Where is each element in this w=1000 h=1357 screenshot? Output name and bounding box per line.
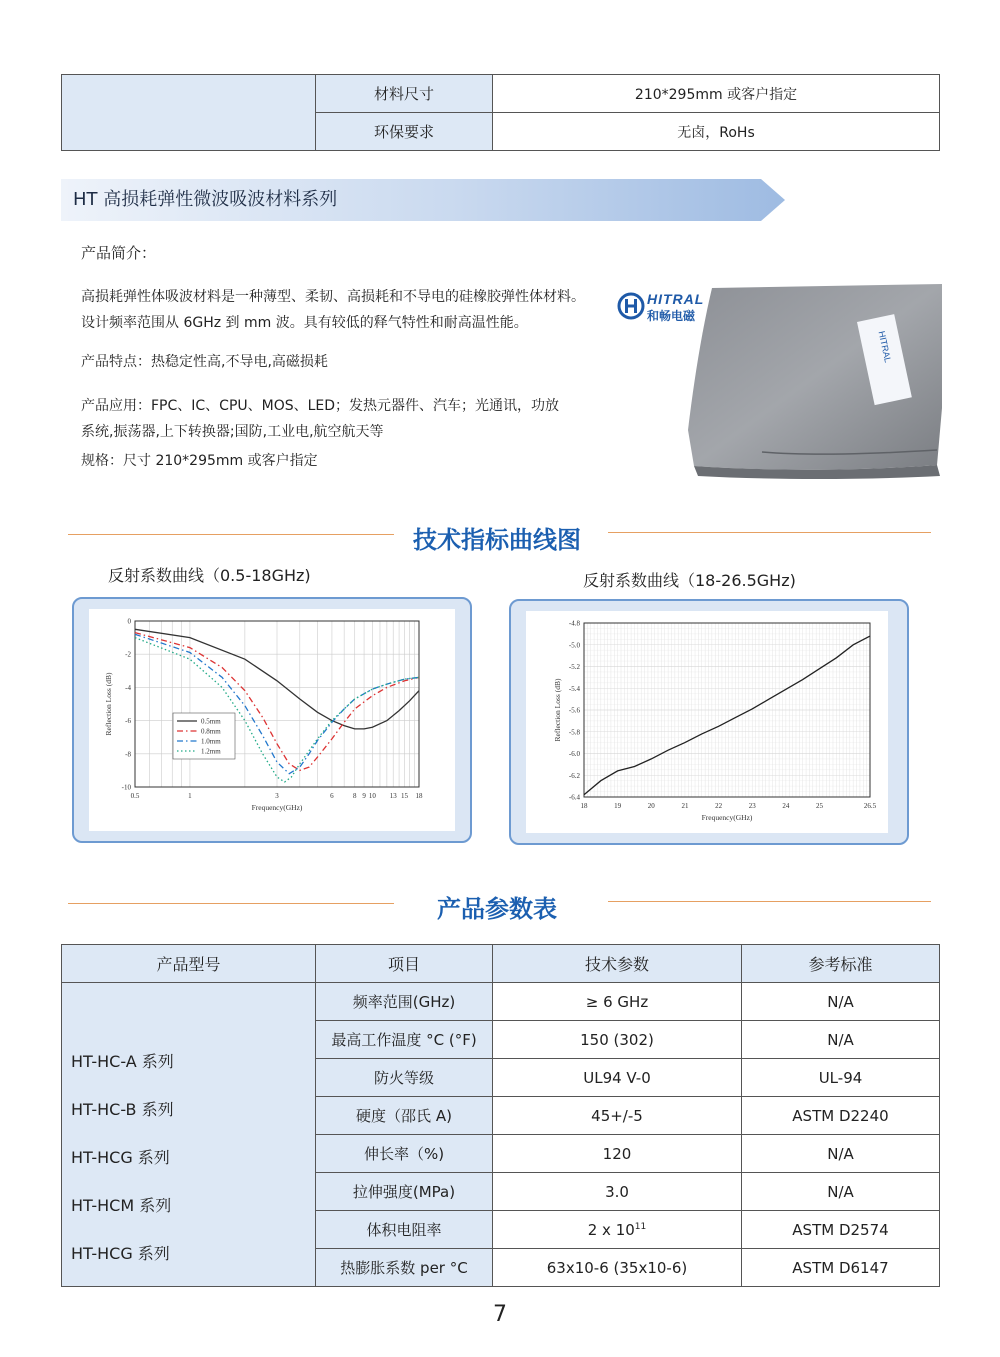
item-cell: 伸长率（%) (316, 1135, 493, 1173)
value-exponent: 11 (634, 1221, 647, 1232)
y-tick-label: -2 (125, 650, 131, 659)
y-tick-label: -5.8 (568, 728, 580, 737)
blank-cell (62, 75, 316, 151)
standard-cell: N/A (742, 1021, 940, 1059)
header-value: 技术参数 (493, 945, 742, 983)
x-tick-label: 3 (275, 792, 279, 800)
chart2 (526, 611, 888, 833)
application-line: 系统,振荡器,上下转换器;国防,工业电,航空航天等 (81, 424, 384, 440)
value-cell: 120 (493, 1135, 742, 1173)
standard-cell: N/A (742, 1135, 940, 1173)
y-tick-label: -6.4 (568, 793, 580, 802)
item-cell: 热膨胀系数 per °C (316, 1249, 493, 1287)
divider-line (68, 534, 394, 535)
brand-logo (617, 289, 727, 323)
value-cell: 45+/-5 (493, 1097, 742, 1135)
intro-heading: 产品简介： (81, 244, 157, 262)
page-number: 7 (493, 1302, 507, 1327)
x-tick-label: 10 (368, 792, 376, 800)
x-tick-label: 26.5 (863, 802, 877, 810)
legend-label: 0.5mm (201, 717, 221, 726)
env-value: 无卤，RoHs (493, 113, 940, 151)
svg-text:HITRAL: HITRAL (876, 330, 893, 364)
header-model: 产品型号 (62, 945, 316, 983)
item-cell: 体积电阻率 (316, 1211, 493, 1249)
x-tick-label: 19 (614, 802, 622, 810)
params-section-title: 产品参数表 (437, 895, 557, 923)
size-value: 210*295mm 或客户指定 (493, 75, 940, 113)
chart2-caption: 反射系数曲线（18-26.5GHz) (583, 571, 796, 590)
header-item: 项目 (316, 945, 493, 983)
x-tick-label: 22 (715, 802, 723, 810)
x-axis-label: Frequency(GHz) (251, 803, 303, 812)
model-name: HT-HC-A 系列 (71, 1052, 174, 1071)
x-tick-label: 20 (647, 802, 655, 810)
x-tick-label: 21 (681, 802, 689, 810)
y-tick-label: -10 (121, 783, 131, 792)
value-cell: ≥ 6 GHz (493, 983, 742, 1021)
series-banner (61, 179, 785, 221)
y-tick-label: -4.8 (568, 619, 580, 628)
standard-cell: ASTM D6147 (742, 1249, 940, 1287)
model-list (62, 983, 316, 1287)
divider-line (608, 901, 931, 902)
y-tick-label: -4 (125, 683, 131, 692)
y-tick-label: -5.0 (568, 641, 580, 650)
y-tick-label: -6.2 (568, 771, 580, 780)
model-name: HT-HC-B 系列 (71, 1100, 174, 1119)
curves-section-title: 技术指标曲线图 (413, 526, 581, 554)
brand-name-cn: 和畅电磁 (647, 309, 696, 323)
y-axis-label: Reflection Loss (dB) (553, 678, 562, 742)
divider-line (608, 532, 931, 533)
value-cell (493, 1211, 742, 1249)
chart2-frame (509, 599, 909, 845)
product-photo (612, 280, 942, 480)
y-tick-label: -8 (125, 750, 131, 759)
item-cell: 频率范围(GHz) (316, 983, 493, 1021)
header-row (62, 945, 940, 983)
x-tick-label: 23 (748, 802, 756, 810)
x-tick-label: 6 (330, 792, 334, 800)
y-tick-label: -5.4 (568, 684, 580, 693)
y-tick-label: -6.0 (568, 750, 580, 758)
description-line: 高损耗弹性体吸波材料是一种薄型、柔韧、高损耗和不导电的硅橡胶弹性体材料。 (81, 289, 585, 305)
description-line: 设计频率范围从 6GHz 到 mm 波。具有较低的释气特性和耐高温性能。 (81, 315, 528, 331)
value-base: 2 x 10 (587, 1220, 635, 1239)
description (81, 284, 601, 336)
banner-title: HT 高损耗弹性微波吸波材料系列 (73, 189, 338, 210)
legend-label: 1.0mm (201, 737, 221, 746)
standard-cell: ASTM D2574 (742, 1211, 940, 1249)
plot-background (526, 611, 888, 833)
standard-cell: ASTM D2240 (742, 1097, 940, 1135)
features: 产品特点：热稳定性高,不导电,高磁损耗 (81, 354, 328, 370)
y-tick-label: 0 (127, 617, 131, 626)
y-tick-label: -5.6 (568, 706, 580, 715)
standard-cell: UL-94 (742, 1059, 940, 1097)
value-cell: 3.0 (493, 1173, 742, 1211)
x-tick-label: 25 (816, 802, 824, 810)
standard-cell: N/A (742, 1173, 940, 1211)
table-row (62, 983, 940, 1021)
model-name: HT-HCM 系列 (71, 1196, 172, 1215)
env-label: 环保要求 (316, 113, 493, 151)
legend-label: 1.2mm (201, 747, 221, 756)
value-cell: 63x10-6 (35x10-6) (493, 1249, 742, 1287)
x-tick-label: 13 (389, 792, 397, 800)
param-table (61, 944, 940, 1287)
item-cell: 最高工作温度 °C (°F) (316, 1021, 493, 1059)
spec: 规格：尺寸 210*295mm 或客户指定 (81, 453, 318, 469)
x-tick-label: 18 (415, 792, 423, 800)
x-tick-label: 24 (782, 802, 790, 810)
x-tick-label: 18 (580, 802, 588, 810)
value-cell: UL94 V-0 (493, 1059, 742, 1097)
x-tick-label: 15 (401, 792, 409, 800)
application-line: 产品应用：FPC、IC、CPU、MOS、LED；发热元器件、汽车；光通讯，功放 (81, 398, 560, 414)
standard-cell: N/A (742, 983, 940, 1021)
y-tick-label: -5.2 (568, 663, 580, 671)
chart1-frame (72, 597, 472, 843)
divider-line (68, 903, 394, 904)
chart1-caption: 反射系数曲线（0.5-18GHz) (108, 566, 311, 585)
size-table (61, 74, 940, 151)
header-standard: 参考标准 (742, 945, 940, 983)
x-tick-label: 0.5 (130, 792, 140, 800)
applications (81, 393, 601, 445)
legend-label: 0.8mm (201, 727, 221, 736)
item-cell: 防火等级 (316, 1059, 493, 1097)
y-axis-label: Reflection Loss (dB) (104, 672, 113, 736)
x-tick-label: 8 (352, 792, 357, 800)
x-tick-label: 1 (188, 792, 192, 800)
item-cell: 硬度（邵氏 A) (316, 1097, 493, 1135)
size-label: 材料尺寸 (316, 75, 493, 113)
x-tick-label: 9 (362, 792, 366, 800)
chart1 (89, 609, 455, 831)
model-name: HT-HCG 系列 (71, 1244, 170, 1263)
value-cell: 150 (302) (493, 1021, 742, 1059)
model-name: HT-HCG 系列 (71, 1148, 170, 1167)
table-row (62, 75, 940, 113)
y-tick-label: -6 (125, 717, 131, 726)
x-axis-label: Frequency(GHz) (701, 813, 753, 822)
item-cell: 拉伸强度(MPa) (316, 1173, 493, 1211)
brand-name: HITRAL (647, 291, 705, 307)
